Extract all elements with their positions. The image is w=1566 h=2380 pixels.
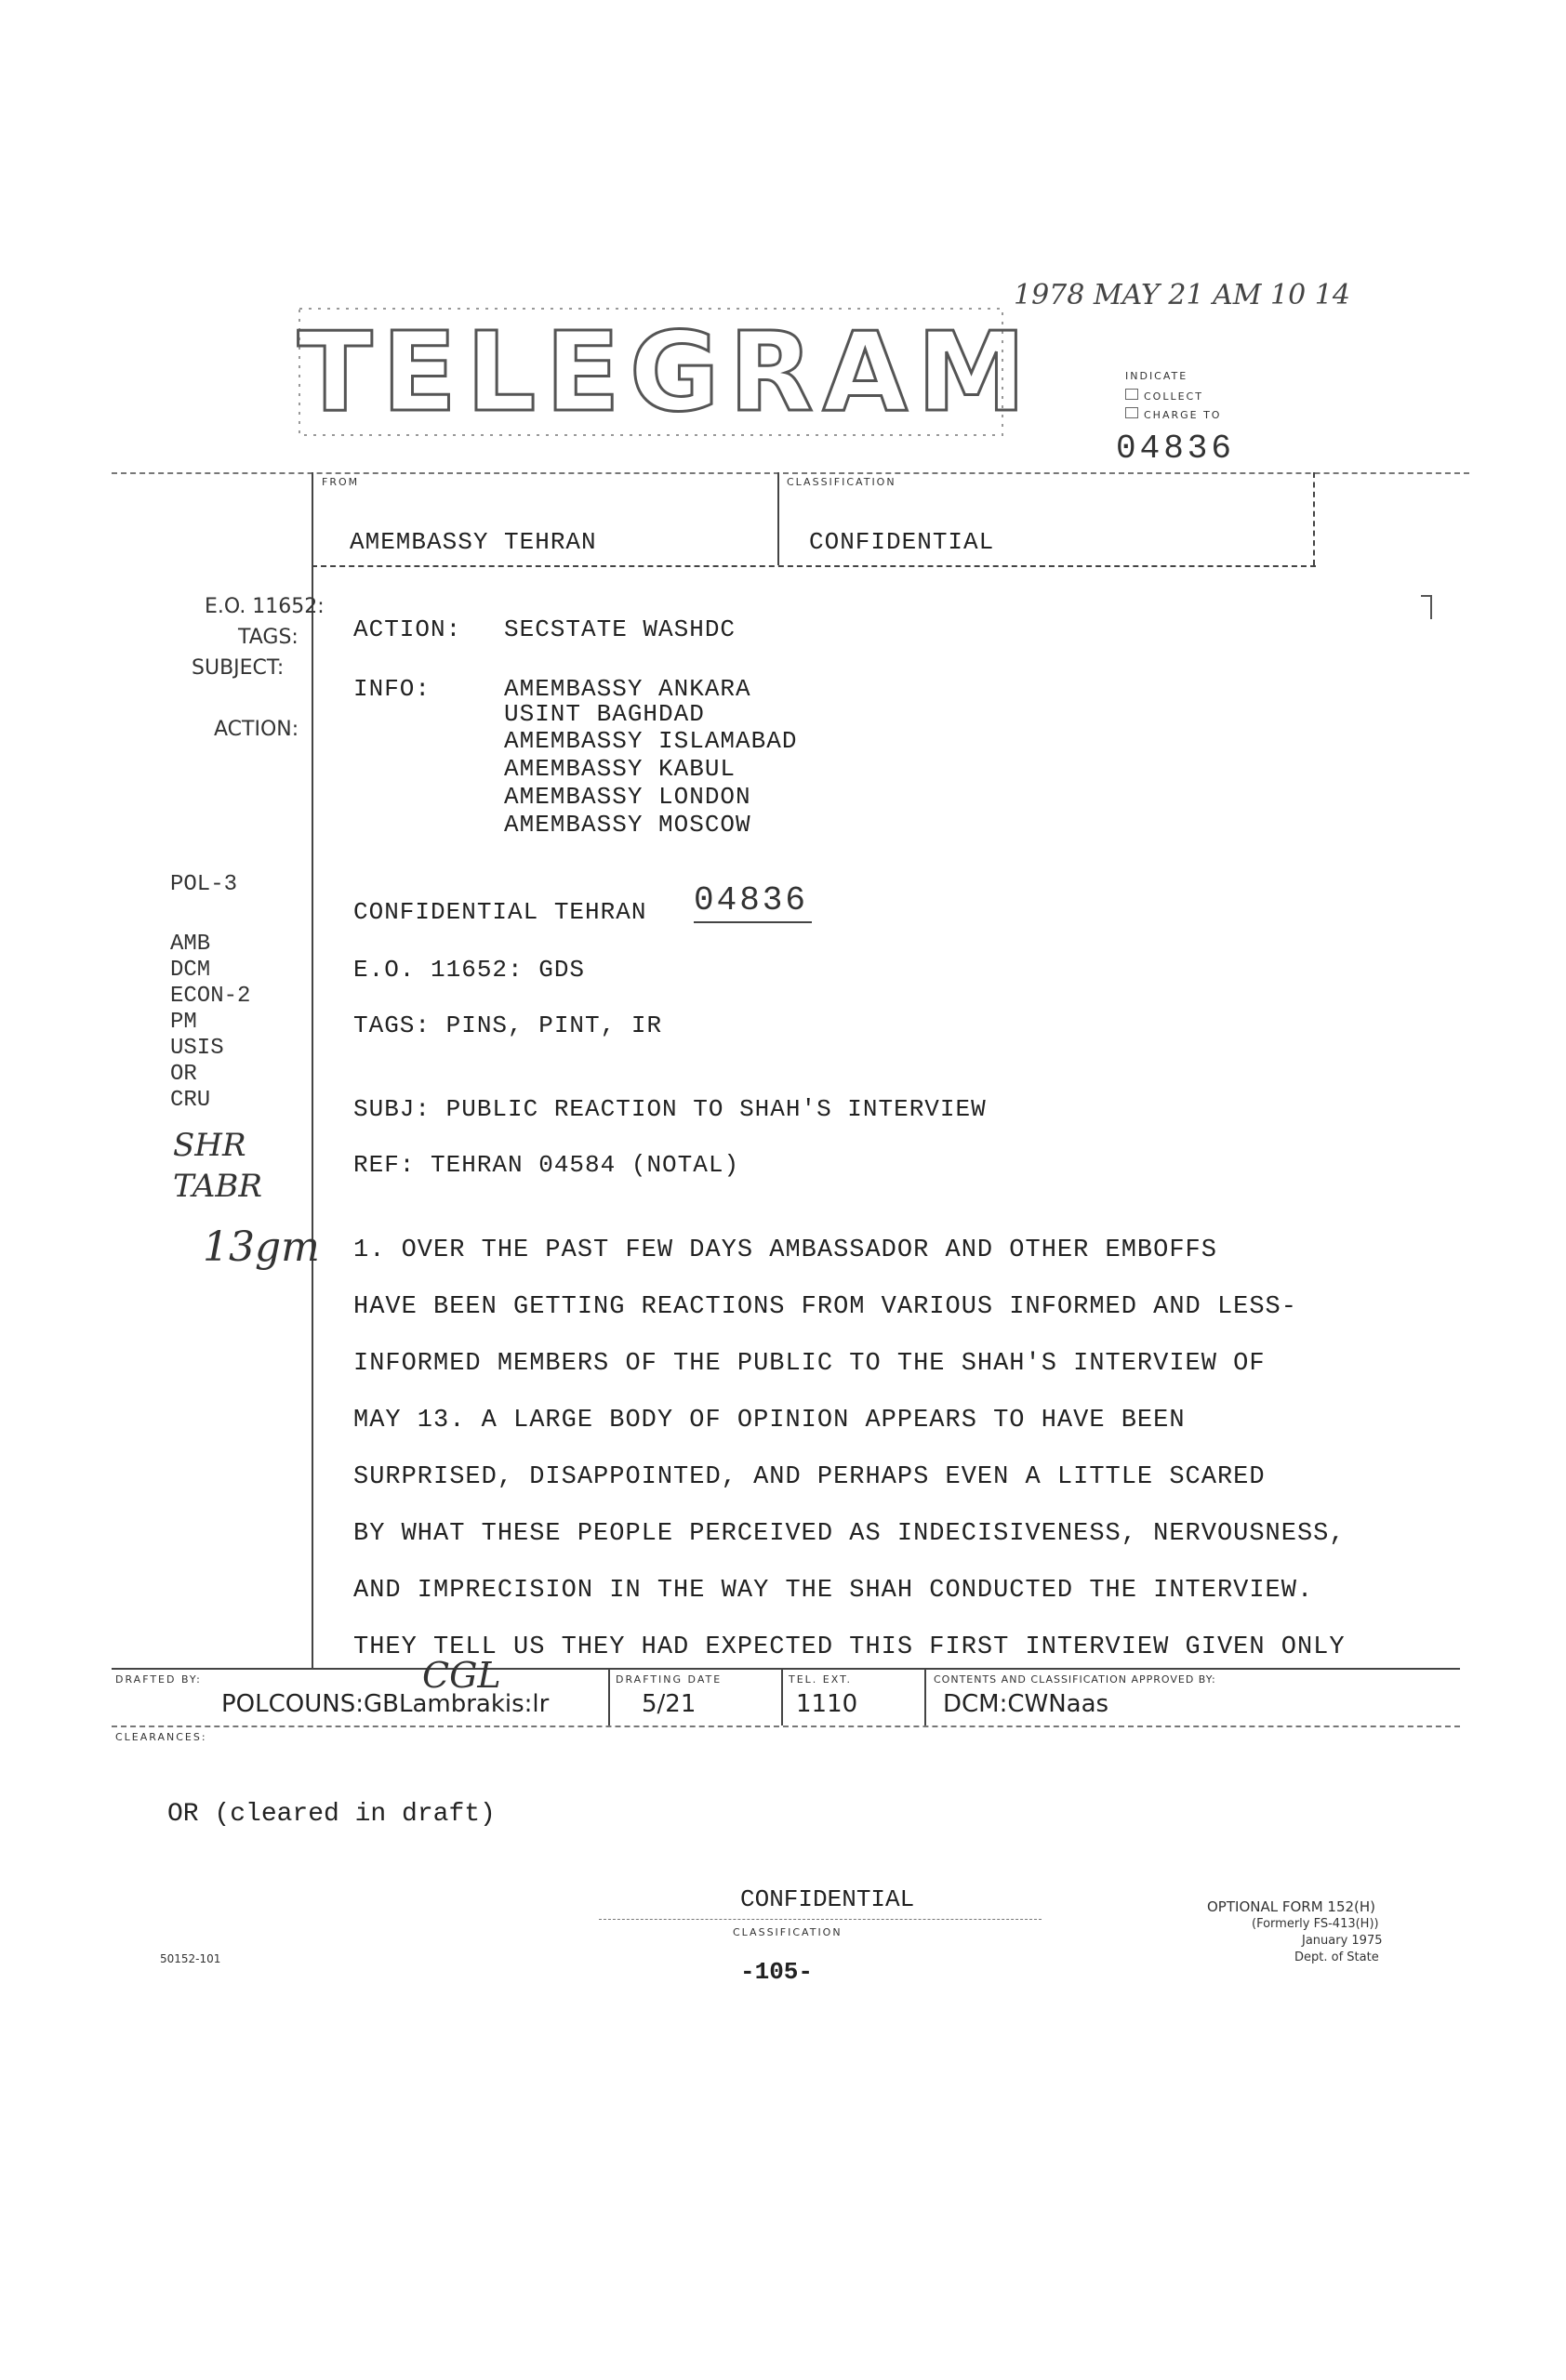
class-line: CONFIDENTIAL TEHRAN — [353, 898, 647, 926]
body-line-3: INFORMED MEMBERS OF THE PUBLIC TO THE SHAH'S INTERVIEW OF — [353, 1350, 1266, 1378]
footer-divider-1 — [608, 1668, 610, 1726]
from-box-divider — [777, 472, 779, 565]
body-line-6: BY WHAT THESE PEOPLE PERCEIVED AS INDECISIVENESS, NERVOUSNESS, — [353, 1520, 1346, 1548]
from-value: AMEMBASSY TEHRAN — [350, 528, 597, 556]
info-moscow: AMEMBASSY MOSCOW — [504, 811, 751, 839]
body-line-8: THEY TELL US THEY HAD EXPECTED THIS FIRST INTERVIEW GIVEN ONLY — [353, 1633, 1346, 1661]
approved-by-value: DCM:CWNaas — [943, 1690, 1109, 1718]
reference-line: REF: TEHRAN 04584 (NOTAL) — [353, 1151, 740, 1179]
message-number: 04836 — [694, 881, 812, 923]
control-number: 04836 — [1116, 430, 1236, 468]
form-name: OPTIONAL FORM 152(H) — [1207, 1898, 1376, 1915]
header-rule — [112, 472, 1469, 474]
body-line-7: AND IMPRECISION IN THE WAY THE SHAH CONDUCTED THE INTERVIEW. — [353, 1577, 1314, 1605]
telegram-banner — [298, 307, 1036, 437]
info-islamabad: AMEMBASSY ISLAMABAD — [504, 727, 798, 755]
subject-line: SUBJ: PUBLIC REACTION TO SHAH'S INTERVIEW — [353, 1095, 987, 1123]
form-date: January 1975 — [1302, 1934, 1383, 1948]
tel-ext-label: TEL. EXT. — [789, 1673, 852, 1686]
distribution-or: OR — [170, 1062, 197, 1087]
form-formerly: (Formerly FS-413(H)) — [1252, 1917, 1379, 1931]
distribution-cru: CRU — [170, 1088, 211, 1113]
form-dept: Dept. of State — [1294, 1950, 1379, 1964]
clearances-label: CLEARANCES: — [115, 1731, 207, 1743]
indicate-label: INDICATE — [1125, 370, 1188, 382]
info-kabul: AMEMBASSY KABUL — [504, 755, 737, 783]
footer-classification-rule — [599, 1919, 1042, 1920]
tags-line: TAGS: PINS, PINT, IR — [353, 1012, 663, 1039]
drafted-by-label: DRAFTED BY: — [115, 1673, 202, 1686]
info-label: INFO: — [353, 675, 431, 703]
sidebar-eo-label: E.O. 11652: — [205, 595, 325, 618]
body-line-1: 1. OVER THE PAST FEW DAYS AMBASSADOR AND OTHER EMBOFFS — [353, 1236, 1217, 1264]
footer-classification-label: CLASSIFICATION — [733, 1926, 843, 1938]
drafted-by-value: POLCOUNS:GBLambrakis:lr — [221, 1690, 550, 1718]
handwritten-note-initials: 13gm — [203, 1223, 320, 1271]
page-number: -105- — [740, 1958, 814, 1986]
distribution-dcm: DCM — [170, 958, 211, 983]
received-stamp: 1978 MAY 21 AM 10 14 — [1014, 279, 1350, 311]
drafting-date-value: 5/21 — [642, 1690, 697, 1718]
collect-checkbox — [1125, 389, 1138, 400]
eo-line: E.O. 11652: GDS — [353, 956, 586, 984]
distribution-usis: USIS — [170, 1036, 224, 1061]
classification-value: CONFIDENTIAL — [809, 528, 995, 556]
drafter-initials: CGL — [422, 1655, 501, 1696]
info-london: AMEMBASSY LONDON — [504, 783, 751, 811]
footer-divider-3 — [924, 1668, 926, 1726]
right-bracket-mark — [1421, 595, 1432, 619]
telegram-banner-text: TELEGRAM — [298, 308, 1036, 436]
collect-label: COLLECT — [1144, 390, 1203, 403]
distribution-pm: PM — [170, 1010, 197, 1035]
clearances-value: OR (cleared in draft) — [167, 1800, 496, 1829]
body-line-5: SURPRISED, DISAPPOINTED, AND PERHAPS EVEN A LITTLE SCARED — [353, 1463, 1266, 1491]
distribution-pol: POL-3 — [170, 872, 238, 897]
info-baghdad: USINT BAGHDAD — [504, 700, 705, 728]
info-ankara: AMEMBASSY ANKARA — [504, 675, 751, 703]
handwritten-note-tabr: TABR — [173, 1168, 262, 1205]
sidebar-subject-label: SUBJECT: — [192, 656, 285, 680]
from-label: FROM — [322, 476, 360, 488]
distribution-econ: ECON-2 — [170, 984, 251, 1009]
from-box-bottom — [312, 565, 1316, 567]
footer-classification: CONFIDENTIAL — [740, 1885, 915, 1913]
tel-ext-value: 1110 — [796, 1690, 858, 1718]
approved-by-label: CONTENTS AND CLASSIFICATION APPROVED BY: — [934, 1673, 1216, 1686]
body-line-2: HAVE BEEN GETTING REACTIONS FROM VARIOUS INFORMED AND LESS- — [353, 1293, 1297, 1321]
sidebar-tags-label: TAGS: — [238, 626, 299, 649]
body-line-4: MAY 13. A LARGE BODY OF OPINION APPEARS TO HAVE BEEN — [353, 1407, 1186, 1435]
action-value: SECSTATE WASHDC — [504, 615, 737, 643]
charge-to-checkbox — [1125, 407, 1138, 418]
action-label: ACTION: — [353, 615, 462, 643]
footer-box-bottom — [112, 1726, 1460, 1727]
sidebar-divider — [312, 472, 313, 1668]
distribution-amb: AMB — [170, 932, 211, 957]
from-box-right — [1313, 472, 1315, 565]
drafting-date-label: DRAFTING DATE — [616, 1673, 723, 1686]
footer-divider-2 — [781, 1668, 783, 1726]
sidebar-action-label: ACTION: — [214, 718, 299, 741]
form-code: 50152-101 — [160, 1952, 221, 1965]
charge-to-label: CHARGE TO — [1144, 409, 1222, 421]
classification-label: CLASSIFICATION — [787, 476, 896, 488]
charge-to-option — [1125, 407, 1221, 421]
footer-box-top — [112, 1668, 1460, 1670]
collect-option — [1125, 389, 1203, 403]
handwritten-note-shr: SHR — [173, 1127, 246, 1164]
